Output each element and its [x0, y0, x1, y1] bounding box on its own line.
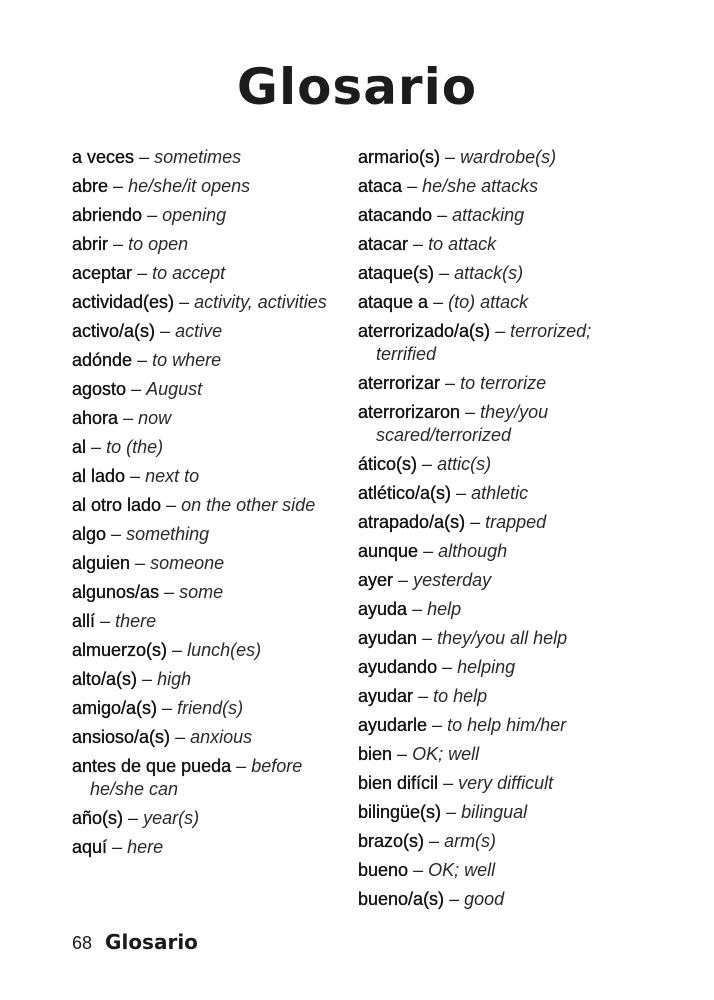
dash-separator: – — [162, 698, 173, 718]
glossary-definition: next to — [145, 466, 200, 486]
glossary-term: ataque(s) — [358, 263, 435, 283]
dash-separator: – — [123, 408, 134, 428]
dash-separator: – — [423, 541, 434, 561]
glossary-term: alguien — [72, 553, 131, 573]
glossary-definition: something — [126, 524, 210, 544]
dash-separator: – — [398, 570, 409, 590]
glossary-term: a veces — [72, 147, 135, 167]
dash-separator: – — [111, 524, 122, 544]
dash-separator: – — [442, 657, 453, 677]
glossary-entry — [358, 656, 648, 679]
glossary-term: armario(s) — [358, 147, 441, 167]
glossary-right-column — [358, 146, 648, 917]
glossary-entry — [72, 697, 347, 720]
glossary-entry — [72, 204, 347, 227]
dash-separator: – — [179, 292, 190, 312]
glossary-entry — [358, 401, 648, 447]
glossary-term: bien — [358, 744, 393, 764]
glossary-definition: (to) attack — [448, 292, 529, 312]
glossary-definition: to open — [128, 234, 189, 254]
glossary-entry — [358, 888, 648, 911]
glossary-entry — [72, 755, 347, 801]
glossary-term: atacar — [358, 234, 409, 254]
glossary-term: ataca — [358, 176, 403, 196]
dash-separator: – — [418, 686, 429, 706]
glossary-entry — [358, 685, 648, 708]
glossary-definition: activity, activities — [194, 292, 327, 312]
glossary-definition: here — [127, 837, 164, 857]
glossary-entry — [358, 175, 648, 198]
page-footer — [72, 928, 198, 957]
glossary-entry — [72, 233, 347, 256]
glossary-entry — [72, 465, 347, 488]
glossary-definition: terrorized; terrified — [376, 321, 592, 364]
dash-separator: – — [413, 234, 424, 254]
glossary-entry — [72, 807, 347, 830]
glossary-definition: OK; well — [428, 860, 496, 880]
glossary-term: ayudando — [358, 657, 438, 677]
glossary-entry — [358, 291, 648, 314]
dash-separator: – — [449, 889, 460, 909]
glossary-definition: before he/she can — [90, 756, 303, 799]
glossary-entry — [72, 378, 347, 401]
dash-separator: – — [412, 599, 423, 619]
dash-separator: – — [137, 350, 148, 370]
glossary-definition: friend(s) — [177, 698, 244, 718]
glossary-entry — [358, 598, 648, 621]
dash-separator: – — [175, 727, 186, 747]
glossary-term: alto/a(s) — [72, 669, 138, 689]
glossary-definition: attack(s) — [454, 263, 524, 283]
glossary-entry — [72, 552, 347, 575]
dash-separator: – — [139, 147, 150, 167]
running-title: Glosario — [105, 930, 198, 954]
dash-separator: – — [456, 483, 467, 503]
glossary-entry — [358, 714, 648, 737]
glossary-entry — [72, 146, 347, 169]
dash-separator: – — [236, 756, 247, 776]
glossary-term: aunque — [358, 541, 419, 561]
glossary-definition: bilingual — [461, 802, 528, 822]
dash-separator: – — [128, 808, 139, 828]
glossary-term: activo/a(s) — [72, 321, 156, 341]
glossary-entry — [358, 801, 648, 824]
glossary-definition: yesterday — [413, 570, 492, 590]
glossary-definition: attic(s) — [437, 454, 492, 474]
glossary-entry — [72, 610, 347, 633]
dash-separator: – — [422, 454, 433, 474]
glossary-definition: arm(s) — [444, 831, 497, 851]
glossary-entry — [358, 262, 648, 285]
glossary-term: al lado — [72, 466, 126, 486]
glossary-term: ansioso/a(s) — [72, 727, 171, 747]
dash-separator: – — [445, 147, 456, 167]
glossary-definition: someone — [150, 553, 225, 573]
dash-separator: – — [470, 512, 481, 532]
glossary-term: ataque a — [358, 292, 429, 312]
glossary-entry — [358, 830, 648, 853]
dash-separator: – — [100, 611, 111, 631]
glossary-term: atrapado/a(s) — [358, 512, 466, 532]
glossary-definition: to terrorize — [460, 373, 547, 393]
glossary-term: abrir — [72, 234, 109, 254]
glossary-definition: to where — [152, 350, 222, 370]
dash-separator: – — [446, 802, 457, 822]
dash-separator: – — [130, 466, 141, 486]
glossary-entry — [72, 494, 347, 517]
glossary-term: atacando — [358, 205, 433, 225]
dash-separator: – — [433, 292, 444, 312]
glossary-entry — [72, 349, 347, 372]
dash-separator: – — [413, 860, 424, 880]
glossary-definition: OK; well — [412, 744, 480, 764]
glossary-left-column — [72, 146, 347, 865]
glossary-entry — [358, 482, 648, 505]
dash-separator: – — [91, 437, 102, 457]
glossary-term: aceptar — [72, 263, 133, 283]
glossary-term: agosto — [72, 379, 127, 399]
glossary-entry — [72, 581, 347, 604]
glossary-term: al otro lado — [72, 495, 162, 515]
dash-separator: – — [397, 744, 408, 764]
glossary-definition: year(s) — [143, 808, 200, 828]
glossary-entry — [72, 262, 347, 285]
glossary-term: almuerzo(s) — [72, 640, 168, 660]
dash-separator: – — [432, 715, 443, 735]
glossary-definition: good — [464, 889, 505, 909]
glossary-definition: there — [115, 611, 157, 631]
glossary-definition: on the other side — [181, 495, 316, 515]
glossary-term: ayer — [358, 570, 394, 590]
glossary-entry — [72, 726, 347, 749]
glossary-definition: anxious — [190, 727, 253, 747]
glossary-definition: to attack — [428, 234, 497, 254]
dash-separator: – — [131, 379, 142, 399]
glossary-term: abriendo — [72, 205, 143, 225]
dash-separator: – — [147, 205, 158, 225]
glossary-entry — [358, 511, 648, 534]
glossary-term: adónde — [72, 350, 133, 370]
glossary-entry — [358, 233, 648, 256]
glossary-definition: to help him/her — [447, 715, 567, 735]
glossary-definition: help — [427, 599, 462, 619]
glossary-entry — [358, 146, 648, 169]
glossary-entry — [358, 627, 648, 650]
glossary-definition: to accept — [152, 263, 226, 283]
glossary-entry — [358, 772, 648, 795]
glossary-entry — [358, 372, 648, 395]
glossary-entry — [72, 523, 347, 546]
glossary-definition: wardrobe(s) — [460, 147, 557, 167]
dash-separator: – — [429, 831, 440, 851]
glossary-entry — [72, 639, 347, 662]
glossary-entry — [72, 320, 347, 343]
glossary-definition: they/you all help — [437, 628, 568, 648]
dash-separator: – — [164, 582, 175, 602]
glossary-term: abre — [72, 176, 109, 196]
glossary-term: ahora — [72, 408, 119, 428]
dash-separator: – — [113, 176, 124, 196]
glossary-entry — [358, 540, 648, 563]
glossary-term: ayudar — [358, 686, 414, 706]
glossary-definition: some — [179, 582, 224, 602]
glossary-entry — [358, 204, 648, 227]
glossary-entry — [358, 859, 648, 882]
glossary-definition: sometimes — [154, 147, 242, 167]
glossary-definition: opening — [162, 205, 227, 225]
dash-separator: – — [142, 669, 153, 689]
dash-separator: – — [437, 205, 448, 225]
glossary-term: ático(s) — [358, 454, 418, 474]
glossary-entry — [358, 453, 648, 476]
glossary-term: algunos/as — [72, 582, 160, 602]
glossary-definition: athletic — [471, 483, 529, 503]
glossary-term: ayudarle — [358, 715, 428, 735]
glossary-definition: August — [146, 379, 203, 399]
dash-separator: – — [443, 773, 454, 793]
dash-separator: – — [422, 628, 433, 648]
glossary-term: amigo/a(s) — [72, 698, 158, 718]
glossary-definition: to (the) — [106, 437, 164, 457]
glossary-term: aquí — [72, 837, 108, 857]
glossary-term: al — [72, 437, 87, 457]
glossary-definition: very difficult — [458, 773, 554, 793]
glossary-term: aterrorizaron — [358, 402, 461, 422]
glossary-entry — [72, 436, 347, 459]
glossary-term: actividad(es) — [72, 292, 175, 312]
glossary-definition: lunch(es) — [187, 640, 262, 660]
glossary-entry — [358, 320, 648, 366]
dash-separator: – — [112, 837, 123, 857]
dash-separator: – — [172, 640, 183, 660]
glossary-entry — [72, 836, 347, 859]
glossary-term: algo — [72, 524, 107, 544]
glossary-term: atlético/a(s) — [358, 483, 452, 503]
glossary-term: brazo(s) — [358, 831, 425, 851]
dash-separator: – — [445, 373, 456, 393]
glossary-entry — [72, 175, 347, 198]
glossary-definition: he/she attacks — [422, 176, 539, 196]
glossary-definition: attacking — [452, 205, 525, 225]
glossary-entry — [72, 291, 347, 314]
glossary-term: bueno — [358, 860, 409, 880]
glossary-definition: to help — [433, 686, 488, 706]
glossary-term: ayuda — [358, 599, 408, 619]
dash-separator: – — [439, 263, 450, 283]
dash-separator: – — [135, 553, 146, 573]
glossary-term: bueno/a(s) — [358, 889, 445, 909]
glossary-term: año(s) — [72, 808, 124, 828]
glossary-definition: he/she/it opens — [128, 176, 251, 196]
glossary-term: aterrorizado/a(s) — [358, 321, 491, 341]
dash-separator: – — [113, 234, 124, 254]
dash-separator: – — [407, 176, 418, 196]
glossary-term: bilingüe(s) — [358, 802, 442, 822]
glossary-definition: trapped — [485, 512, 547, 532]
glossary-definition: active — [175, 321, 223, 341]
dash-separator: – — [137, 263, 148, 283]
glossary-definition: although — [438, 541, 508, 561]
dash-separator: – — [495, 321, 506, 341]
glossary-term: aterrorizar — [358, 373, 441, 393]
glossary-definition: high — [157, 669, 192, 689]
glossary-term: ayudan — [358, 628, 418, 648]
dash-separator: – — [160, 321, 171, 341]
glossary-definition: now — [138, 408, 172, 428]
glossary-definition: they/you scared/terrorized — [376, 402, 549, 445]
glossary-term: antes de que pueda — [72, 756, 232, 776]
glossary-definition: helping — [457, 657, 516, 677]
glossary-term: allí — [72, 611, 96, 631]
page-number: 68 — [72, 933, 93, 953]
glossary-entry — [358, 743, 648, 766]
glossary-term: bien difícil — [358, 773, 439, 793]
glossary-entry — [358, 569, 648, 592]
glossary-entry — [72, 668, 347, 691]
page-title: Glosario — [236, 58, 478, 116]
dash-separator: – — [166, 495, 177, 515]
dash-separator: – — [465, 402, 476, 422]
glossary-entry — [72, 407, 347, 430]
